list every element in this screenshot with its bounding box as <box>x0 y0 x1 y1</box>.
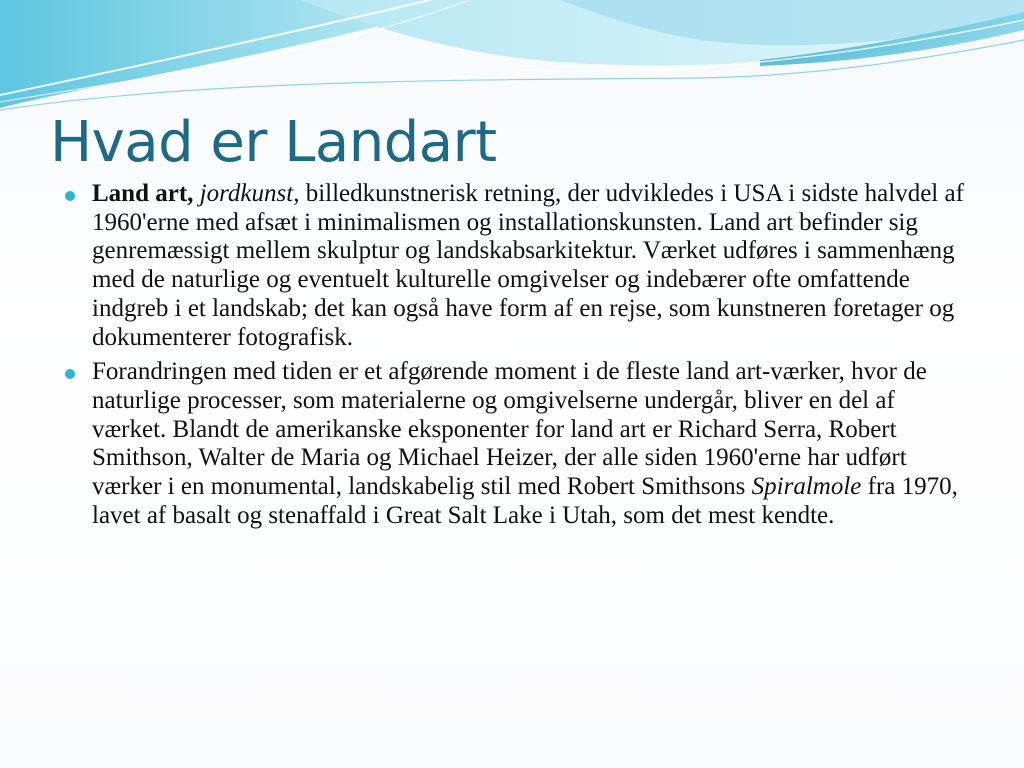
bullet-body-text-end: fra 1970, lavet af basalt og stenaffald i Great Salt Lake i Utah, som det mest kendte. <box>92 473 958 529</box>
bullet-body-text: Forandringen med tiden er et afgørende moment i de fleste land art-værker, hvor de naturlige processer, som materialerne og omgivelserne undergår, bliver en del af værket. Blandt de amerikanske eksponenter for land art er Richard Serra, Robert Smithson, Walter de Maria og Michael Heizer, der alle siden 1960'erne har udført værker i en monumental, landskabelig stil med Robert Smithsons <box>92 358 927 501</box>
bullet-item <box>92 180 972 352</box>
bullet-list <box>92 180 972 536</box>
bullet-lead-bold: Land art, <box>92 180 194 207</box>
bullet-italic-title: Spiralmole <box>751 473 862 501</box>
slide-title: Hvad er Landart <box>50 110 497 175</box>
bullet-dot-icon <box>65 369 75 379</box>
bullet-item <box>92 358 972 530</box>
bullet-lead-italic: jordkunst <box>199 180 294 207</box>
bullet-body-text: , billedkunstnerisk retning, der udvikledes i USA i sidste halvdel af 1960'erne med afsæt i minimalismen og installationskunsten. Land art befinder sig genremæssigt mellem skulptur og landskabsarkitektur. Værket udføres i sammenhæng med de naturlige og eventuelt kulturelle omgivelser og indebærer ofte omfattende indgreb i et landskab; det kan også have form af en rejse, som kunstneren foretager og dokumenterer fotografisk. <box>92 180 964 351</box>
bullet-dot-icon <box>65 191 75 201</box>
